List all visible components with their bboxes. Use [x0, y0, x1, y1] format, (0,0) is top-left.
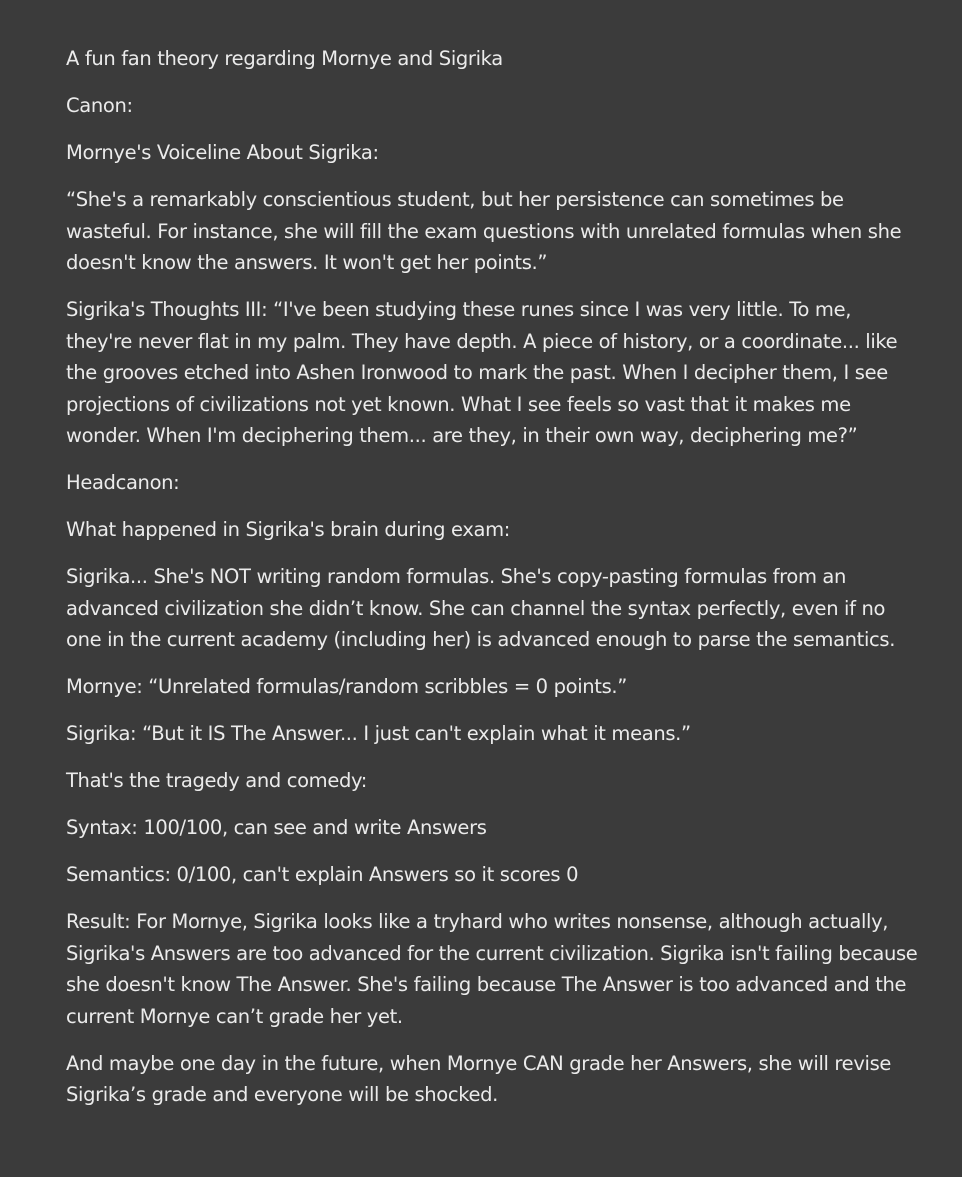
dialogue-mornye: Mornye: “Unrelated formulas/random scribbles = 0 points.” [66, 675, 627, 698]
paragraph-formulas: Sigrika... She's NOT writing random formulas. She's copy-pasting formulas from an advanced civilization she didn’t know. She can channel the syntax perfectly, even if no one in the current academy (including her) is advanced enough to parse the semantics. [66, 565, 896, 651]
subheading-voiceline: Mornye's Voiceline About Sigrika: [66, 141, 379, 164]
post-title: A fun fan theory regarding Mornye and Sigrika [66, 47, 503, 70]
section-heading-headcanon: Headcanon: [66, 471, 180, 494]
score-semantics: Semantics: 0/100, can't explain Answers so it scores 0 [66, 863, 579, 886]
dialogue-sigrika: Sigrika: “But it IS The Answer... I just can't explain what it means.” [66, 722, 691, 745]
thoughts-quote: Sigrika's Thoughts III: “I've been studying these runes since I was very little. To me, they're never flat in my palm. They have depth. A piece of history, or a coordinate... like the grooves etched into Ashen Ironwood to mark the past. When I decipher them, I see projections of civilizations not yet known. What I see feels so vast that it makes me wonder. When I'm deciphering them... are they, in their own way, deciphering me?” [66, 298, 898, 447]
voiceline-quote: “She's a remarkably conscientious student, but her persistence can sometimes be wasteful. For instance, she will fill the exam questions with unrelated formulas when she doesn't know the answers. It won't get her points.” [66, 188, 902, 274]
paragraph-result: Result: For Mornye, Sigrika looks like a tryhard who writes nonsense, although actually, Sigrika's Answers are too advanced for the current civilization. Sigrika isn't failing because she doesn't know The Answer. She's failing because The Answer is too advanced and the current Mornye can’t grade her yet. [66, 910, 918, 1028]
paragraph-conclusion: And maybe one day in the future, when Mornye CAN grade her Answers, she will revise Sigrika’s grade and everyone will be shocked. [66, 1051, 892, 1106]
paragraph-tragedy: That's the tragedy and comedy: [66, 769, 367, 792]
subheading-exam: What happened in Sigrika's brain during exam: [66, 518, 511, 541]
score-syntax: Syntax: 100/100, can see and write Answers [66, 816, 487, 839]
section-heading-canon: Canon: [66, 94, 133, 117]
